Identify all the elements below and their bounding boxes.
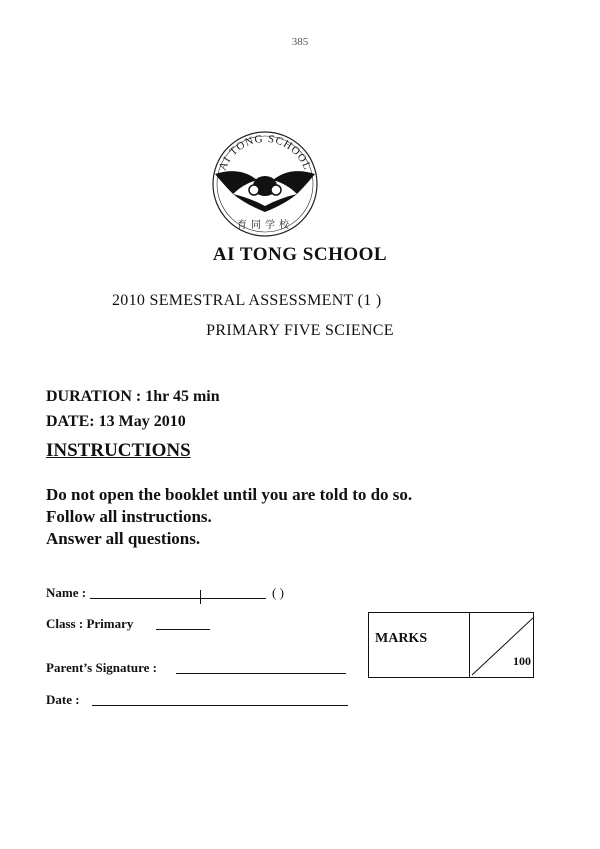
wings-emblem-icon [215, 171, 315, 212]
marks-label: MARKS [375, 631, 428, 646]
date-text: DATE: 13 May 2010 [46, 413, 186, 430]
school-name: AI TONG SCHOOL [212, 244, 388, 265]
marks-total: 100 [513, 654, 531, 668]
date-field[interactable] [92, 705, 348, 706]
class-field[interactable] [156, 629, 210, 630]
instructions-heading: INSTRUCTIONS [46, 440, 191, 461]
date-field-label: Date : [46, 692, 80, 707]
page-number: 385 [291, 36, 309, 48]
logo-chinese-text: 育同学校 [237, 220, 293, 231]
parent-signature-label: Parent’s Signature : [46, 660, 157, 675]
subject-title: PRIMARY FIVE SCIENCE [206, 322, 394, 339]
instruction-line: Do not open the booklet until you are told to do so. [46, 485, 413, 504]
duration-text: DURATION : 1hr 45 min [46, 388, 220, 405]
name-line-tick [200, 590, 201, 604]
svg-text:AI TONG SCHOOL [217, 133, 314, 172]
assessment-title: 2010 SEMESTRAL ASSESSMENT (1 ) [112, 292, 382, 309]
instruction-line: Follow all instructions. [46, 507, 212, 526]
logo-ring-text: AI TONG SCHOOL [216, 132, 314, 173]
name-label: Name : [46, 585, 87, 600]
class-label: Class : Primary [46, 616, 134, 631]
instruction-line: Answer all questions. [46, 529, 201, 548]
register-number-field[interactable]: ( ) [272, 585, 284, 600]
marks-box [368, 612, 534, 678]
parent-signature-field[interactable] [176, 673, 346, 674]
name-field[interactable] [90, 598, 266, 599]
school-logo [205, 128, 325, 238]
